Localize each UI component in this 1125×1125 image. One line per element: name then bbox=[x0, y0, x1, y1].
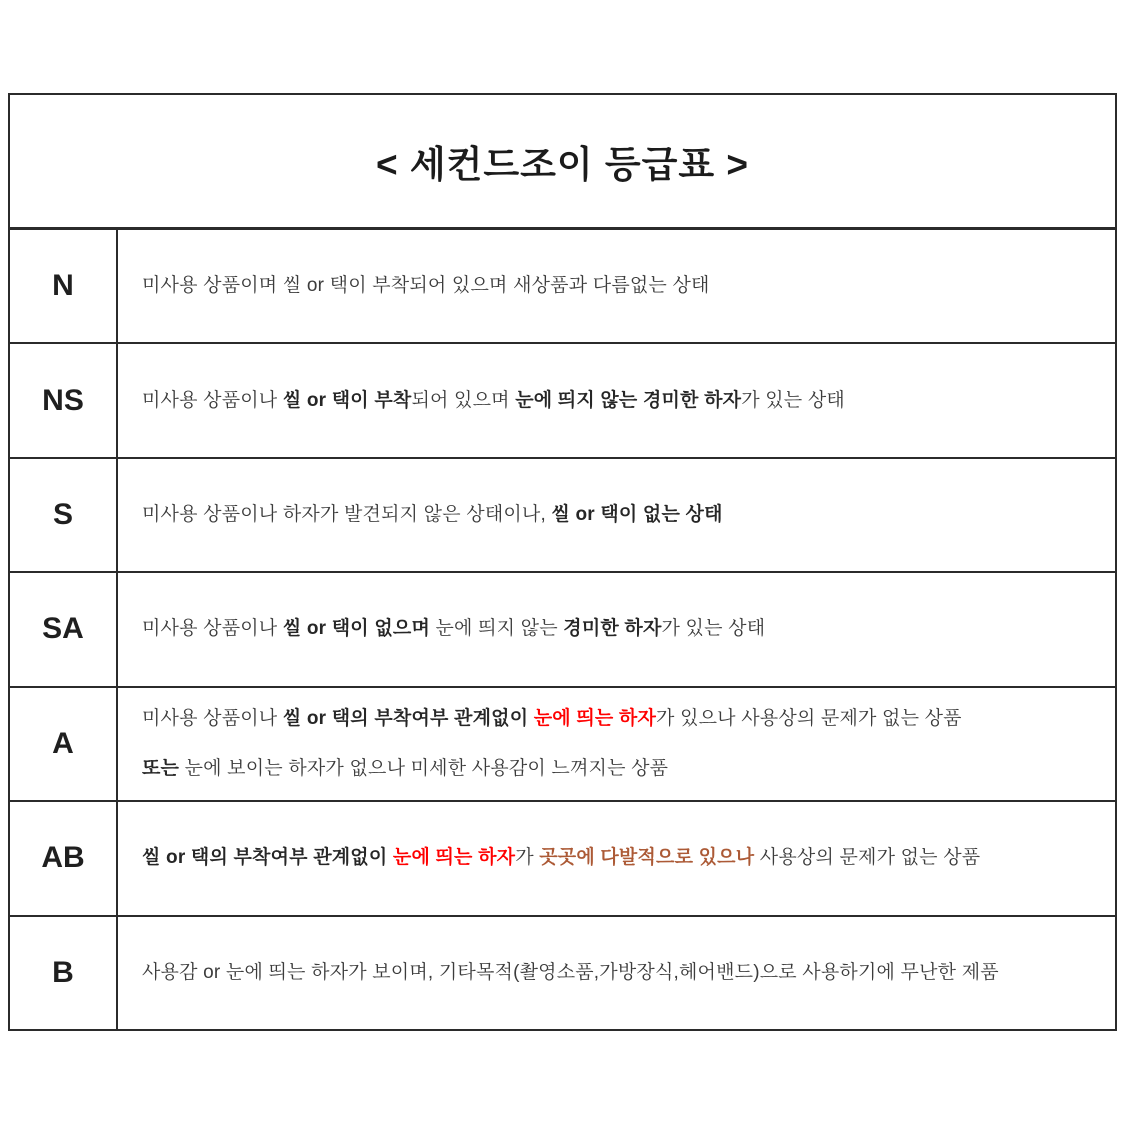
text-segment: 씰 or 택이 없는 상태 bbox=[551, 504, 723, 526]
description-line bbox=[142, 694, 1097, 744]
grade-description bbox=[118, 344, 1115, 456]
text-segment: 씰 or 택이 부착 bbox=[282, 389, 412, 411]
text-segment: 미사용 상품이며 씰 or 택이 부착되어 있으며 새상품과 다름없는 상태 bbox=[142, 275, 710, 297]
table-row bbox=[10, 571, 1115, 685]
description-line bbox=[142, 490, 1097, 540]
grade-label: AB bbox=[10, 802, 118, 914]
grade-label: S bbox=[10, 459, 118, 571]
grade-label: SA bbox=[10, 573, 118, 685]
text-segment: 되어 있으며 bbox=[411, 389, 516, 411]
grade-label: N bbox=[10, 230, 118, 342]
text-segment: 씰 or 택이 없으며 bbox=[282, 618, 431, 640]
grade-description bbox=[118, 917, 1115, 1029]
text-segment: 곳곳에 다발적으로 있으나 bbox=[539, 847, 755, 869]
text-segment: 경미한 하자 bbox=[563, 618, 662, 640]
grade-description bbox=[118, 459, 1115, 571]
grade-description bbox=[118, 688, 1115, 800]
text-segment: 가 있으나 사용상의 문제가 없는 상품 bbox=[656, 707, 962, 729]
grade-table-body bbox=[10, 230, 1115, 1029]
description-line bbox=[142, 261, 1097, 311]
description-line bbox=[142, 833, 1097, 883]
text-segment: 가 있는 상태 bbox=[661, 618, 766, 640]
text-segment: 미사용 상품이나 bbox=[142, 389, 283, 411]
table-row bbox=[10, 457, 1115, 571]
text-segment: 눈에 띄는 하자 bbox=[533, 707, 657, 729]
table-header bbox=[10, 95, 1115, 230]
grading-table bbox=[8, 93, 1117, 1031]
description-line bbox=[142, 948, 1097, 998]
table-row bbox=[10, 800, 1115, 914]
text-segment: 눈에 보이는 하자가 없으나 미세한 사용감이 느껴지는 상품 bbox=[179, 757, 669, 779]
text-segment: 씰 or 택의 부착여부 관계없이 bbox=[142, 847, 393, 869]
grade-label: B bbox=[10, 917, 118, 1029]
table-row bbox=[10, 230, 1115, 342]
table-row bbox=[10, 915, 1115, 1029]
text-segment: 눈에 띄는 하자 bbox=[392, 847, 516, 869]
grade-label: A bbox=[10, 688, 118, 800]
text-segment: 또는 bbox=[142, 757, 180, 779]
description-line bbox=[142, 376, 1097, 426]
table-row bbox=[10, 342, 1115, 456]
grade-label: NS bbox=[10, 344, 118, 456]
text-segment: 미사용 상품이나 하자가 발견되지 않은 상태이나, bbox=[142, 504, 552, 526]
grade-description bbox=[118, 573, 1115, 685]
table-title: < 세컨드조이 등급표 > bbox=[376, 144, 749, 185]
text-segment: 사용감 or 눈에 띄는 하자가 보이며, 기타목적(촬영소품,가방장식,헤어밴드)으로 사용하기에 무난한 제품 bbox=[142, 961, 999, 983]
text-segment: 미사용 상품이나 bbox=[142, 707, 283, 729]
grade-description bbox=[118, 802, 1115, 914]
text-segment: 가 있는 상태 bbox=[741, 389, 845, 411]
table-row bbox=[10, 686, 1115, 800]
text-segment: 눈에 띄지 않는 경미한 하자 bbox=[515, 389, 742, 411]
text-segment: 씰 or 택의 부착여부 관계없이 bbox=[282, 707, 534, 729]
description-line bbox=[142, 744, 1097, 794]
text-segment: 미사용 상품이나 bbox=[142, 618, 283, 640]
text-segment: 가 bbox=[515, 847, 540, 869]
grade-description bbox=[118, 230, 1115, 342]
text-segment: 사용상의 문제가 없는 상품 bbox=[754, 847, 981, 869]
description-line bbox=[142, 604, 1097, 654]
text-segment: 눈에 띄지 않는 bbox=[430, 618, 564, 640]
